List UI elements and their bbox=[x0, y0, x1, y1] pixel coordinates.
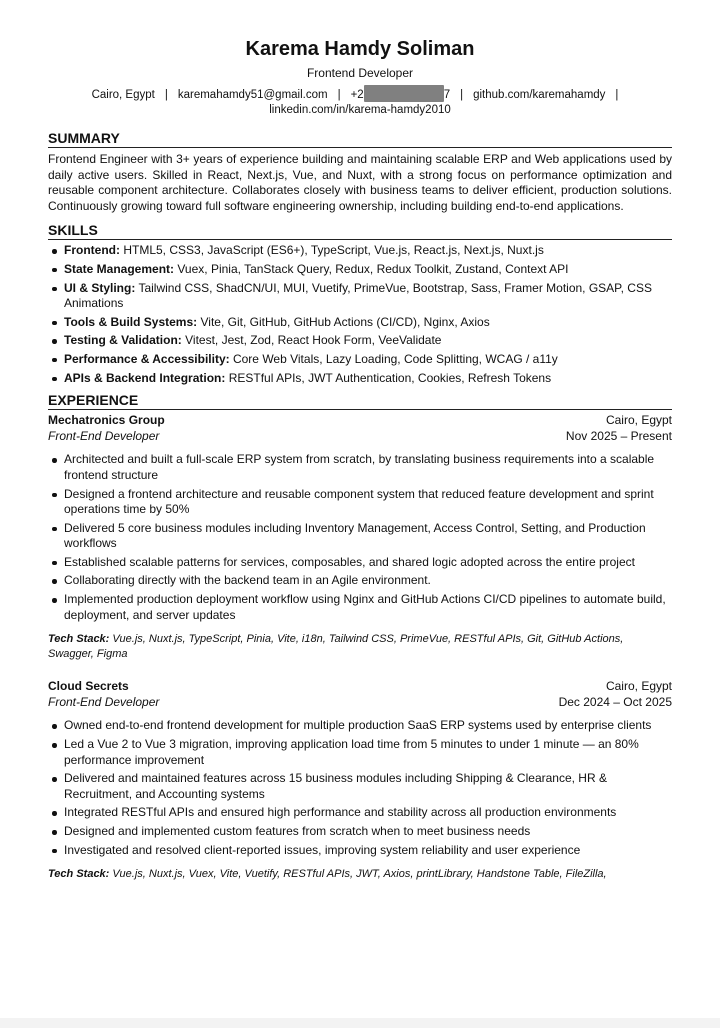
job-bullet: Owned end-to-end frontend development for multiple production SaaS ERP systems used by enterprise clients bbox=[48, 718, 672, 734]
linkedin-link[interactable]: linkedin.com/in/karema-hamdy2010 bbox=[269, 104, 451, 116]
tech-stack-value: Vue.js, Nuxt.js, TypeScript, Pinia, Vite, i18n, Tailwind CSS, PrimeVue, RESTful APIs, Git, GitHub Actions, Swagger, Figma bbox=[48, 633, 624, 661]
job-location: Cairo, Egypt bbox=[605, 413, 672, 428]
contact-separator: | bbox=[460, 89, 464, 101]
contact-separator: | bbox=[164, 89, 168, 101]
contact-separator: | bbox=[615, 89, 619, 101]
job-bullet: Designed a frontend architecture and reusable component system that reduced feature development and sprint operations time by 50% bbox=[48, 487, 672, 518]
company-name: Cloud Secrets bbox=[48, 679, 129, 694]
github-link[interactable]: github.com/karemahamdy bbox=[473, 89, 606, 101]
job-bullet: Delivered 5 core business modules including Inventory Management, Access Control, Setting, and Production workflows bbox=[48, 521, 672, 552]
job-subheader-row bbox=[48, 429, 672, 445]
job-bullets bbox=[48, 452, 672, 623]
job-header-row bbox=[48, 413, 672, 429]
skills-heading: SKILLS bbox=[48, 222, 672, 240]
job-entry bbox=[48, 679, 672, 882]
skill-item bbox=[48, 333, 672, 349]
phone-number bbox=[351, 89, 451, 101]
job-role: Front-End Developer bbox=[48, 428, 160, 443]
job-bullet: Collaborating directly with the backend team in an Agile environment. bbox=[48, 573, 672, 589]
skill-item bbox=[48, 371, 672, 387]
resume-header bbox=[0, 36, 720, 118]
summary-heading: SUMMARY bbox=[48, 130, 672, 148]
contact-separator: | bbox=[337, 89, 341, 101]
job-bullet: Established scalable patterns for services, composables, and shared logic adopted across the entire project bbox=[48, 555, 672, 571]
phone-prefix: +2 bbox=[350, 89, 364, 101]
skill-item bbox=[48, 352, 672, 368]
skill-label: Testing & Validation: bbox=[64, 333, 182, 348]
skill-value: Vitest, Jest, Zod, React Hook Form, VeeValidate bbox=[185, 333, 442, 348]
skill-value: Core Web Vitals, Lazy Loading, Code Splitting, WCAG / a11y bbox=[232, 351, 558, 366]
skill-value: Tailwind CSS, ShadCN/UI, MUI, Vuetify, PrimeVue, Bootstrap, Sass, Framer Motion, GSAP, CSS Animations bbox=[64, 280, 652, 311]
job-bullet: Designed and implemented custom features from scratch when to meet business needs bbox=[48, 824, 672, 840]
job-bullet: Delivered and maintained features across 15 business modules including Shipping & Clearance, HR & Recruitment, and Accounting systems bbox=[48, 771, 672, 802]
summary-text: Frontend Engineer with 3+ years of experience building and maintaining scalable ERP and Web applications used by daily active users. Skilled in React, Next.js, Vue, and Nuxt, with a strong focus on performance optimization and reusable component architecture. Collaborates closely with business teams to deliver efficient, production solutions. Continuously growing toward full software engineering ownership, including building end-to-end applications. bbox=[48, 152, 672, 213]
location-text: Cairo, Egypt bbox=[91, 89, 155, 101]
job-bullet: Integrated RESTful APIs and ensured high performance and stability across all production environments bbox=[48, 805, 672, 821]
company-name: Mechatronics Group bbox=[48, 413, 165, 428]
tech-stack bbox=[48, 632, 672, 662]
tech-stack-label: Tech Stack: bbox=[48, 868, 110, 881]
skill-label: Frontend: bbox=[64, 243, 120, 258]
skills-list bbox=[48, 243, 672, 386]
job-subheader-row bbox=[48, 695, 672, 711]
skill-value: Vuex, Pinia, TanStack Query, Redux, Redux Toolkit, Zustand, Context API bbox=[177, 261, 569, 276]
candidate-role: Frontend Developer bbox=[306, 66, 414, 80]
job-bullet: Led a Vue 2 to Vue 3 migration, improving application load time from 5 minutes to under 1 minute — an 80% performance improvement bbox=[48, 737, 672, 768]
job-dates: Nov 2025 – Present bbox=[565, 428, 672, 443]
skill-value: HTML5, CSS3, JavaScript (ES6+), TypeScript, Vue.js, React.js, Next.js, Nuxt.js bbox=[123, 243, 544, 258]
skill-item bbox=[48, 315, 672, 331]
tech-stack-value: Vue.js, Nuxt.js, Vuex, Vite, Vuetify, RESTful APIs, JWT, Axios, printLibrary, Handstone Table, FileZilla, bbox=[112, 868, 607, 881]
phone-suffix: 7 bbox=[443, 89, 451, 101]
skill-item bbox=[48, 281, 672, 312]
job-role: Front-End Developer bbox=[48, 694, 160, 709]
job-bullet: Architected and built a full-scale ERP system from scratch, by translating business requirements into a scalable frontend structure bbox=[48, 452, 672, 483]
candidate-name: Karema Hamdy Soliman bbox=[245, 38, 475, 60]
skill-label: Performance & Accessibility: bbox=[64, 351, 230, 366]
skill-value: RESTful APIs, JWT Authentication, Cookies, Refresh Tokens bbox=[228, 370, 552, 385]
job-dates: Dec 2024 – Oct 2025 bbox=[558, 694, 672, 709]
job-entry bbox=[48, 413, 672, 662]
email-link[interactable]: karemahamdy51@gmail.com bbox=[177, 89, 328, 101]
skill-label: Tools & Build Systems: bbox=[64, 314, 198, 329]
job-bullets bbox=[48, 718, 672, 858]
skill-label: State Management: bbox=[64, 261, 175, 276]
skill-item bbox=[48, 262, 672, 278]
skill-item bbox=[48, 243, 672, 259]
experience-heading: EXPERIENCE bbox=[48, 392, 672, 410]
tech-stack-label: Tech Stack: bbox=[48, 633, 110, 646]
skill-value: Vite, Git, GitHub, GitHub Actions (CI/CD), Nginx, Axios bbox=[200, 314, 490, 329]
job-location: Cairo, Egypt bbox=[605, 679, 672, 694]
skill-label: UI & Styling: bbox=[64, 280, 136, 295]
job-header-row bbox=[48, 679, 672, 695]
job-bullet: Implemented production deployment workflow using Nginx and GitHub Actions CI/CD pipelines to automate build, deployment, and server updates bbox=[48, 592, 672, 623]
job-bullet: Investigated and resolved client-reported issues, improving system reliability and user experience bbox=[48, 843, 672, 859]
tech-stack bbox=[48, 867, 672, 882]
resume-body bbox=[48, 130, 672, 882]
contact-line bbox=[0, 85, 720, 118]
skill-label: APIs & Backend Integration: bbox=[64, 370, 226, 385]
redaction-block bbox=[364, 85, 444, 102]
